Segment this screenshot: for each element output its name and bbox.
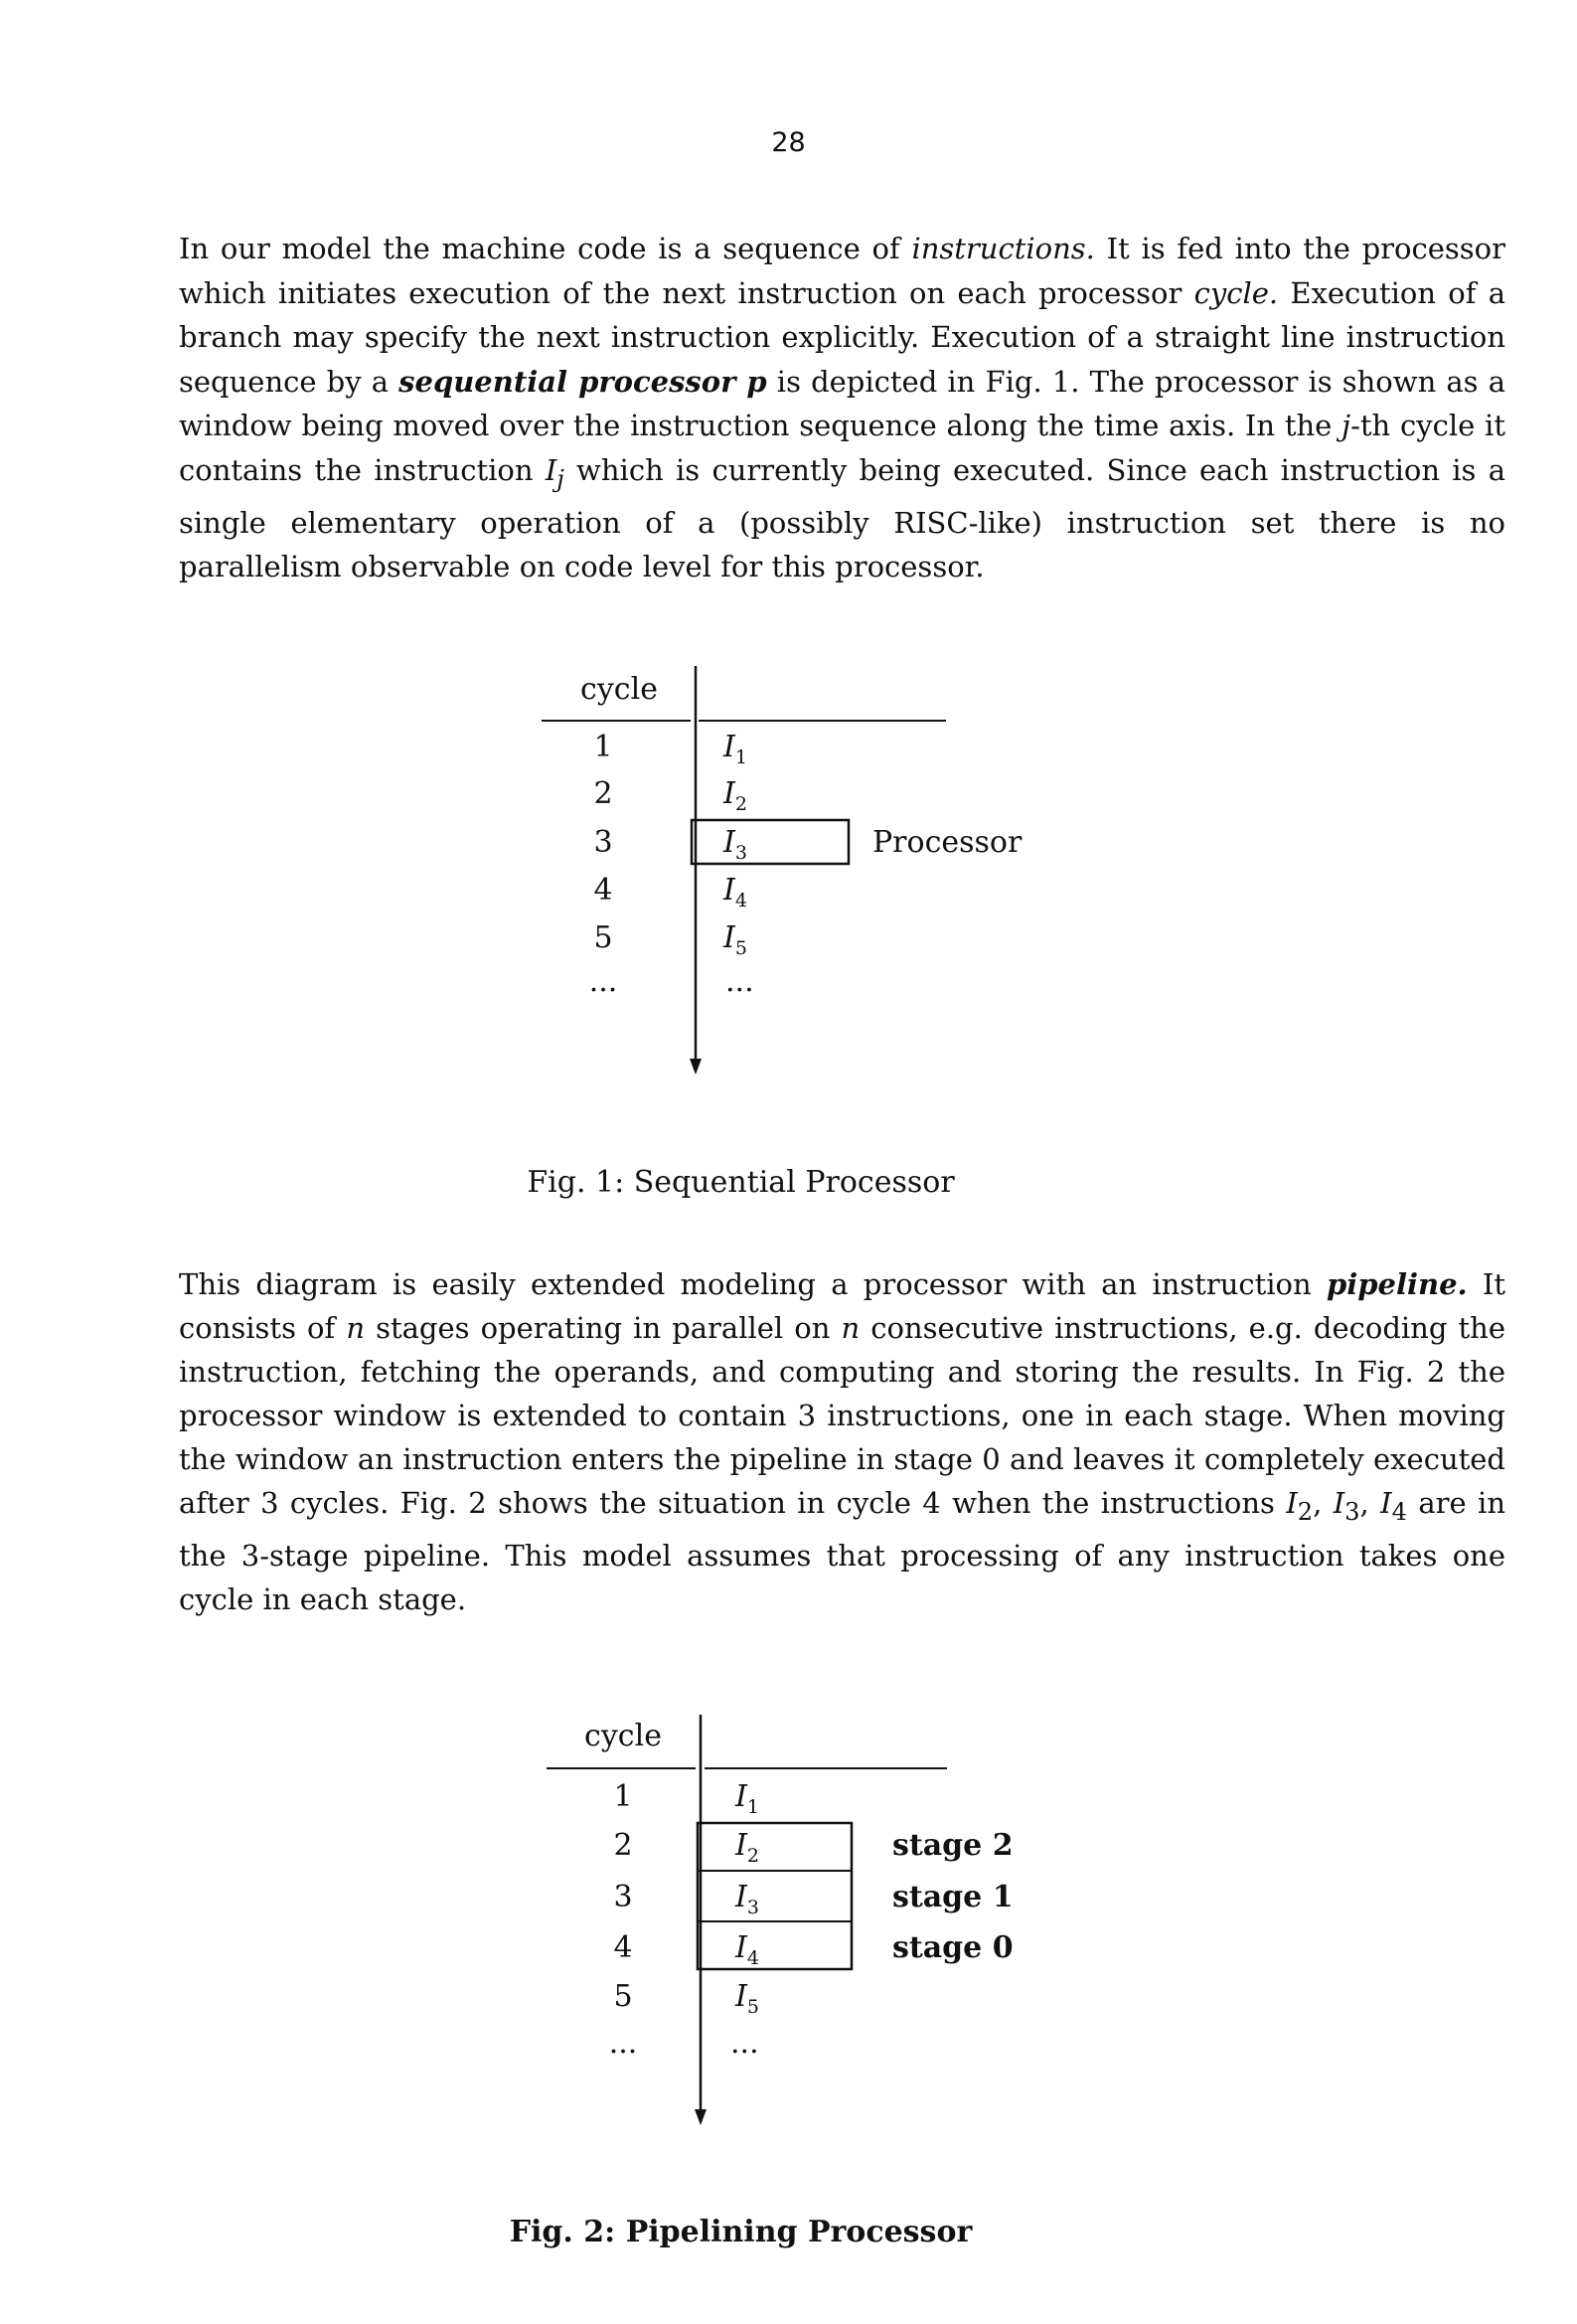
paragraph-1-text-5: -th cycle it contains the instruction <box>179 409 1505 487</box>
paragraph-2-text-5: are in the 3-stage pipeline. This model assumes that processing of any instruction takes one cycle in each stage. <box>179 1486 1506 1616</box>
fig1-instruction-2: $I_2$ <box>723 776 747 815</box>
paragraph-1-text-2: It is fed into the processor which initiates execution of the next instruction on each processor <box>179 232 1505 310</box>
fig2-instruction-5: $I_5$ <box>735 1979 759 2018</box>
fig2-cycle-3: 3 <box>613 1880 633 1914</box>
var-instruction-4-sub: 4 <box>1391 1497 1407 1526</box>
paragraph-2-text-1: This diagram is easily extended modeling a processor with an instruction <box>179 1267 1327 1301</box>
fig2-cycle-header: cycle <box>584 1719 662 1753</box>
fig2-cycle-5: 5 <box>613 1979 633 2014</box>
var-j: j <box>1341 409 1351 442</box>
paragraph-2 <box>179 1262 1505 1621</box>
var-n-1: n <box>346 1311 365 1345</box>
fig1-axis-arrowhead <box>690 1059 702 1075</box>
figure-1-caption: Fig. 1: Sequential Processor <box>527 1165 955 1200</box>
fig2-instruction-2: $I_2$ <box>735 1828 759 1867</box>
fig2-stage-0-label: stage 0 <box>892 1930 1014 1965</box>
paragraph-2-text-3: stages operating in parallel on <box>365 1311 842 1345</box>
fig2-instruction-3: $I_3$ <box>735 1880 759 1918</box>
fig1-instruction-5: $I_5$ <box>723 920 747 959</box>
comma-2: , <box>1359 1486 1381 1520</box>
fig1-instruction-3: $I_3$ <box>723 825 747 864</box>
fig1-cycle-header: cycle <box>580 672 658 707</box>
fig1-cycle-3: 3 <box>593 825 613 860</box>
paragraph-1-text-3: Execution of a branch may specify the next instruction explicitly. Execution of a straight line instruction sequence by a <box>179 275 1505 399</box>
fig1-instruction-1: $I_1$ <box>723 730 747 768</box>
fig1-instruction-4: $I_4$ <box>723 873 747 912</box>
fig2-instruction-ellipsis: ... <box>730 2026 759 2061</box>
var-instruction-2-sub: 2 <box>1297 1497 1314 1526</box>
fig1-cycle-1: 1 <box>593 730 613 764</box>
fig1-processor-window <box>692 820 849 864</box>
var-instruction-2: I <box>1286 1486 1298 1520</box>
fig2-instruction-4: $I_4$ <box>735 1930 759 1969</box>
figure-2-caption: Fig. 2: Pipelining Processor <box>509 2215 973 2249</box>
paragraph-2-text-2: It consists of <box>179 1267 1505 1345</box>
term-instructions: instructions. <box>911 232 1095 265</box>
paragraph-1 <box>179 227 1505 589</box>
comma-1: , <box>1313 1486 1334 1520</box>
page-number: 28 <box>771 127 806 158</box>
fig2-cycle-4: 4 <box>613 1930 633 1965</box>
fig2-cycle-1: 1 <box>613 1779 633 1814</box>
var-instruction-i: I <box>545 452 557 487</box>
fig1-cycle-4: 4 <box>593 873 613 908</box>
var-instruction-sub-j: j <box>556 464 564 493</box>
term-cycle: cycle. <box>1193 275 1279 310</box>
fig1-instruction-ellipsis: ... <box>725 964 754 999</box>
var-instruction-3: I <box>1333 1486 1345 1520</box>
paragraph-1-text-4: is depicted in Fig. 1. The processor is shown as a window being moved over the instruction sequence along the time axis. In the <box>179 364 1505 442</box>
fig2-cycle-ellipsis: ... <box>608 2026 638 2061</box>
term-sequential-processor: sequential processor p <box>398 364 767 399</box>
paragraph-1-text-1: In our model the machine code is a sequence of <box>179 232 912 265</box>
var-n-2: n <box>841 1311 861 1345</box>
fig2-cycle-2: 2 <box>613 1828 633 1863</box>
figure-1-sequential-processor <box>0 651 1577 1108</box>
fig2-stage-2-label: stage 2 <box>892 1828 1014 1863</box>
var-instruction-3-sub: 3 <box>1344 1497 1360 1526</box>
fig2-instruction-1: $I_1$ <box>735 1779 759 1818</box>
fig1-cycle-2: 2 <box>593 776 613 811</box>
fig1-cycle-5: 5 <box>593 920 613 955</box>
var-instruction-4: I <box>1380 1486 1392 1520</box>
fig1-processor-label: Processor <box>872 825 1023 860</box>
figure-2-pipelining-processor <box>0 1700 1577 2157</box>
fig2-axis-arrowhead <box>695 2109 707 2125</box>
fig2-pipeline-window <box>698 1823 852 1969</box>
fig2-stage-1-label: stage 1 <box>892 1880 1014 1914</box>
paragraph-1-text-6: which is currently being executed. Since each instruction is a single elementary operation of a (possibly RISC-like) instruction set there is no parallelism observable on code level for this processor. <box>179 452 1505 584</box>
term-pipeline: pipeline. <box>1326 1267 1468 1301</box>
paragraph-2-text-4: consecutive instructions, e.g. decoding the instruction, fetching the operands, and computing and storing the results. In Fig. 2 the processor window is extended to contain 3 instructions, one in each stage. When moving the window an instruction enters the pipeline in stage 0 and leaves it completely executed after 3 cycles. Fig. 2 shows the situation in cycle 4 when the instructions <box>179 1311 1505 1520</box>
fig1-cycle-ellipsis: ... <box>588 964 618 999</box>
